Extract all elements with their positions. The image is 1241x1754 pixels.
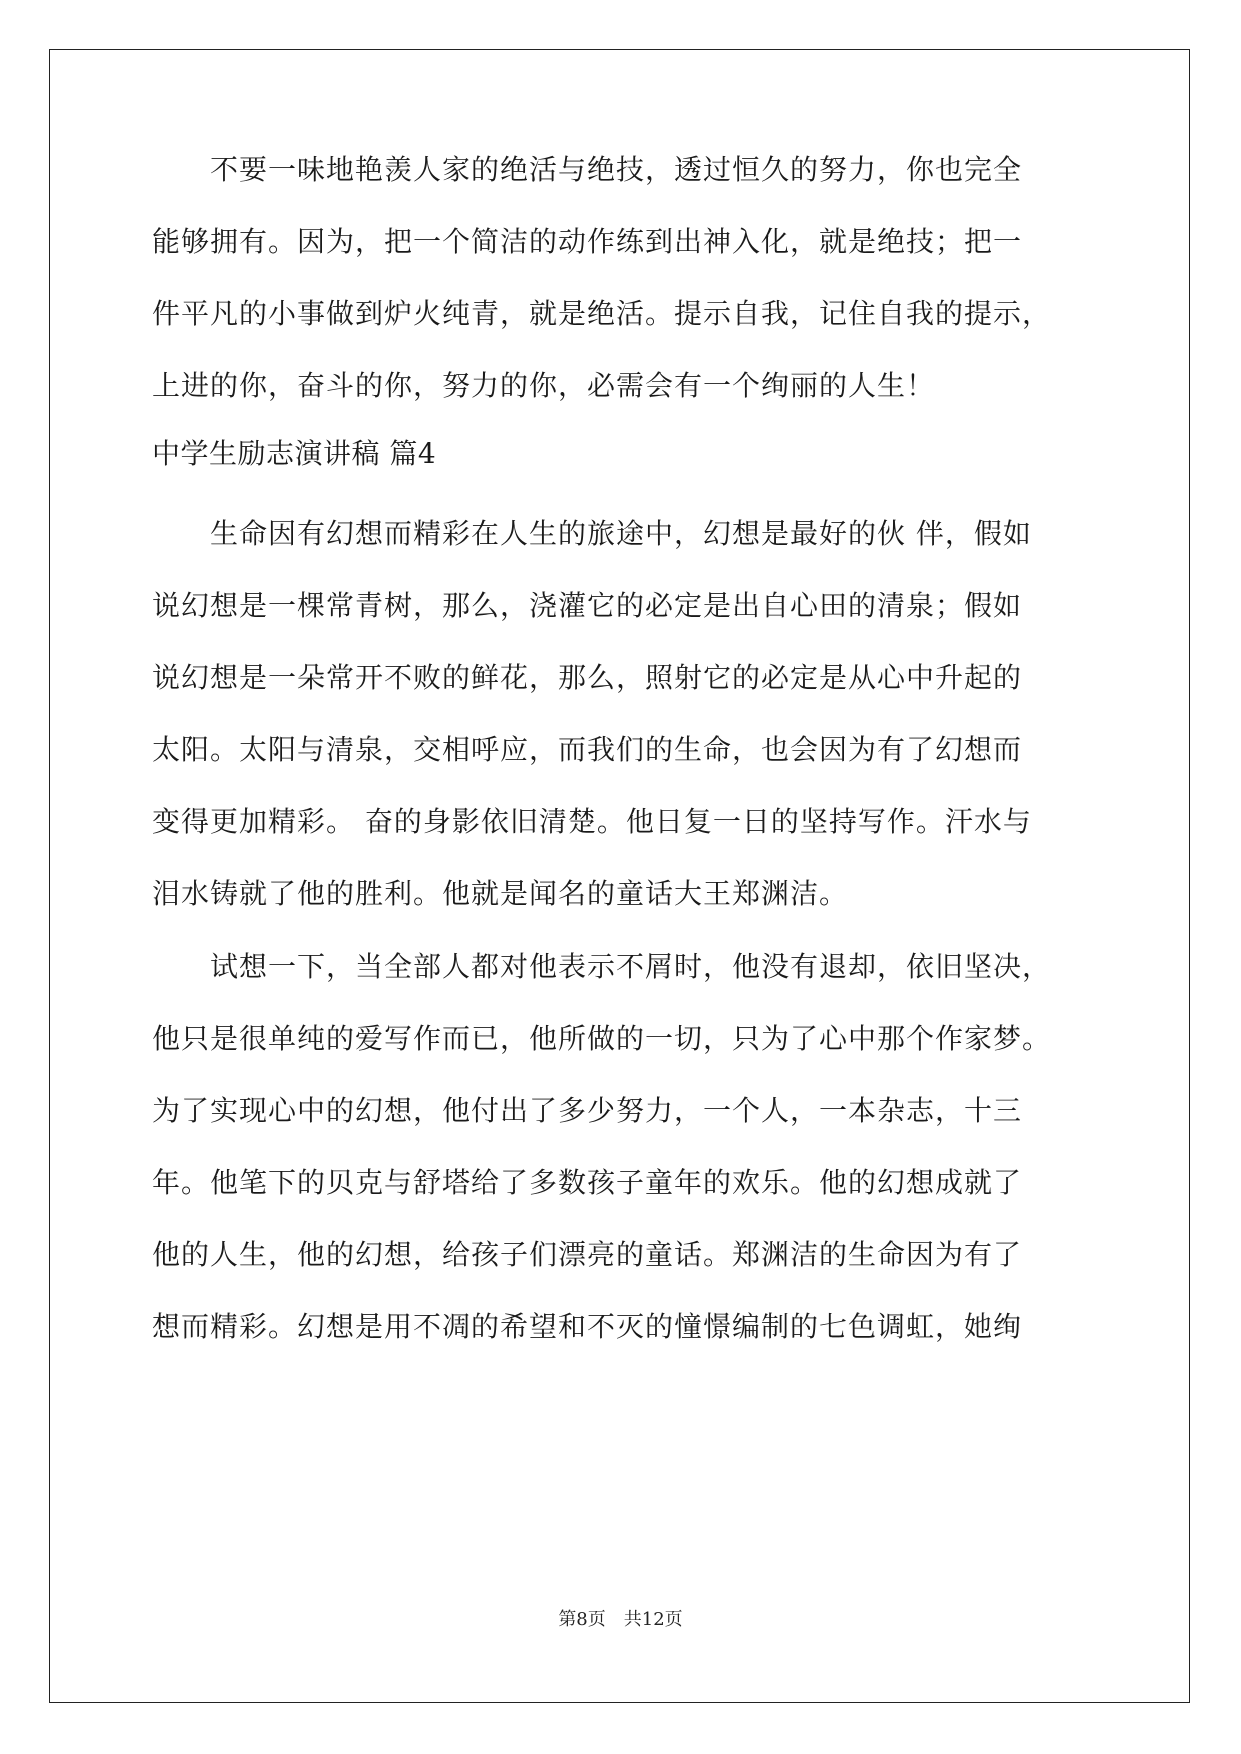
paragraph-2-line-4: 太阳。太阳与清泉，交相呼应，而我们的生命，也会因为有了幻想而 (152, 733, 1023, 766)
paragraph-2-line-3: 说幻想是一朵常开不败的鲜花，那么，照射它的必定是从心中升起的 (152, 661, 1023, 694)
paragraph-3-line-6: 想而精彩。幻想是用不凋的希望和不灭的憧憬编制的七色调虹，她绚 (152, 1310, 1023, 1343)
paragraph-3-line-4: 年。他笔下的贝克与舒塔给了多数孩子童年的欢乐。他的幻想成就了 (152, 1166, 1023, 1199)
paragraph-2-line-2: 说幻想是一棵常青树，那么，浇灌它的必定是出自心田的清泉；假如 (152, 589, 1023, 622)
paragraph-3-line-2: 他只是很单纯的爱写作而已，他所做的一切，只为了心中那个作家梦。 (152, 1022, 1052, 1055)
paragraph-3-line-5: 他的人生，他的幻想，给孩子们漂亮的童话。郑渊洁的生命因为有了 (152, 1238, 1023, 1271)
paragraph-1-line-4: 上进的你，奋斗的你，努力的你，必需会有一个绚丽的人生！ (152, 369, 936, 402)
paragraph-1-line-1: 不要一味地艳羡人家的绝活与绝技，透过恒久的努力，你也完全 (152, 153, 1023, 186)
paragraph-2-line-1: 生命因有幻想而精彩在人生的旅途中，幻想是最好的伙 伴，假如 (152, 517, 1032, 550)
paragraph-1-line-3: 件平凡的小事做到炉火纯青，就是绝活。提示自我，记住自我的提示， (152, 297, 1052, 330)
paragraph-2-line-6: 泪水铸就了他的胜利。他就是闻名的童话大王郑渊洁。 (152, 877, 849, 910)
paragraph-1-line-2: 能够拥有。因为，把一个简洁的动作练到出神入化，就是绝技；把一 (152, 225, 1023, 258)
section-heading: 中学生励志演讲稿 篇4 (152, 437, 437, 470)
paragraph-2-line-5: 变得更加精彩。 奋的身影依旧清楚。他日复一日的坚持写作。汗水与 (152, 805, 1032, 838)
paragraph-3-line-1: 试想一下，当全部人都对他表示不屑时，他没有退却，依旧坚决， (152, 950, 1052, 983)
paragraph-3-line-3: 为了实现心中的幻想，他付出了多少努力，一个人，一本杂志，十三 (152, 1094, 1023, 1127)
page-number-footer: 第8页 共12页 (558, 1609, 683, 1630)
